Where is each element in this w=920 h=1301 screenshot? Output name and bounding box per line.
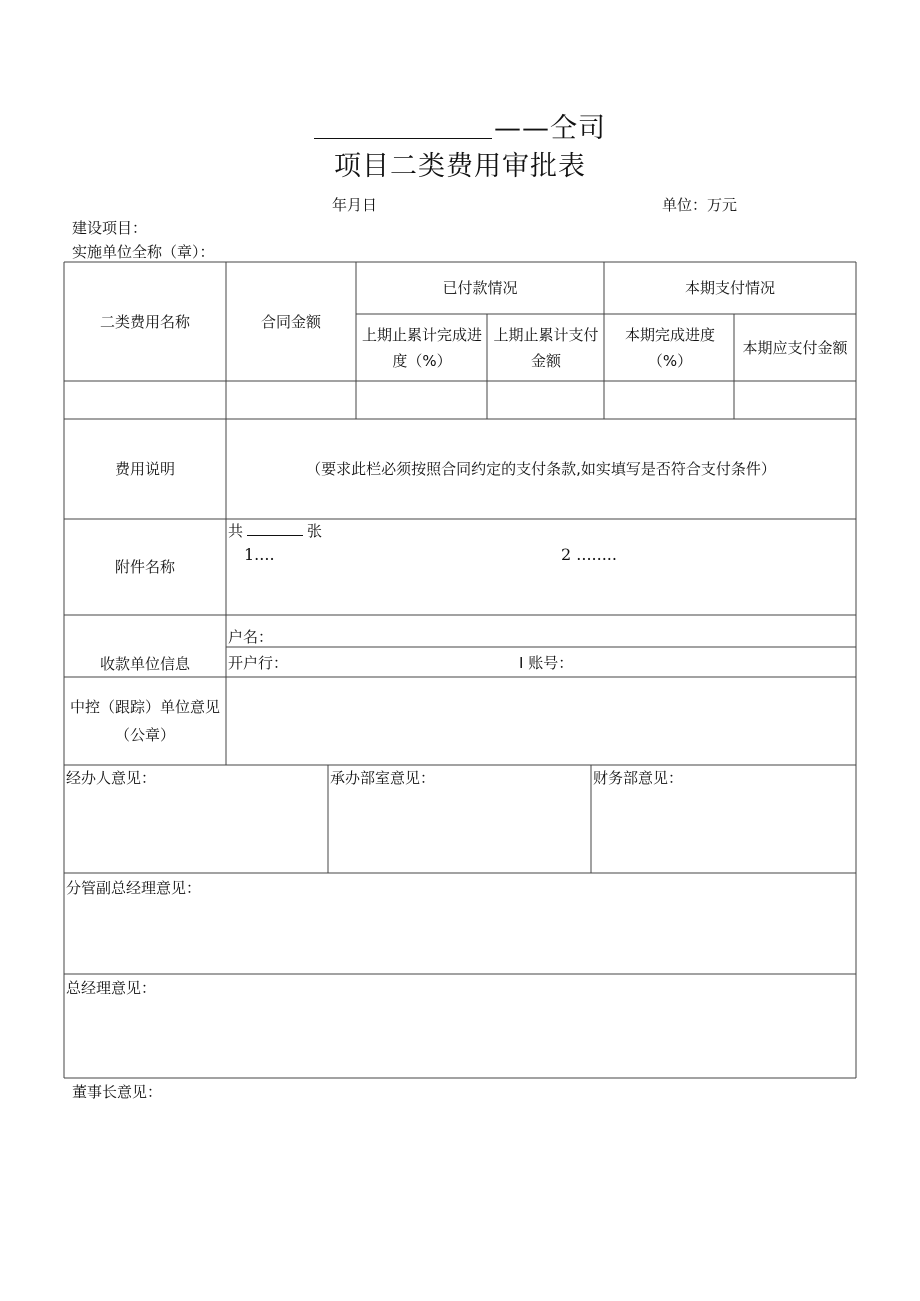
col-contract-header: 合同金额 xyxy=(260,312,321,331)
handler-opinion-label: 经办人意见： xyxy=(66,769,157,787)
paid-amount-header: 上期止累计支付金额 xyxy=(493,325,599,370)
form-title: 项目二类费用审批表 xyxy=(334,151,586,182)
department-opinion-label: 承办部室意见： xyxy=(330,769,436,787)
finance-opinion-label: 财务部意见： xyxy=(593,769,684,787)
expense-desc-label: 费用说明 xyxy=(114,460,175,478)
company-suffix: ——仝司 xyxy=(494,113,606,144)
attachments-count-blank xyxy=(247,521,303,536)
paid-amount-cell[interactable] xyxy=(487,381,604,419)
current-amount-cell[interactable] xyxy=(734,381,856,419)
fee-name-cell[interactable] xyxy=(64,381,226,419)
current-amount-header: 本期应支付金额 xyxy=(742,338,848,357)
project-label: 建设项目： xyxy=(72,219,148,237)
impl-unit-label: 实施单位全称（章）： xyxy=(72,243,215,261)
attachment-item-2[interactable]: 2 ........ xyxy=(561,545,617,564)
paid-group-header: 已付款情况 xyxy=(442,279,518,297)
supervisor-label: 中控（跟踪）单位意见（公章） xyxy=(69,698,220,744)
contract-amount-cell[interactable] xyxy=(226,381,356,419)
supervisor-opinion-field[interactable] xyxy=(226,677,856,765)
deputy-gm-opinion-label: 分管副总经理意见： xyxy=(66,879,202,897)
payee-label: 收款单位信息 xyxy=(99,654,190,673)
attachments-count-suffix: 张 xyxy=(307,522,323,540)
attachments-count-prefix: 共 xyxy=(228,522,244,540)
bank-label: 开户行： xyxy=(228,654,289,672)
chairman-opinion-label: 董事长意见： xyxy=(72,1083,163,1101)
paid-progress-header: 上期止累计完成进度（%） xyxy=(361,325,482,370)
attachment-item-1[interactable]: 1.... xyxy=(244,545,275,564)
attachments-label: 附件名称 xyxy=(114,558,175,576)
current-progress-header: 本期完成进度（%） xyxy=(624,325,715,370)
account-no-label: I 账号： xyxy=(519,654,574,672)
expense-desc-field[interactable] xyxy=(226,419,856,519)
attachments-count[interactable] xyxy=(228,520,322,541)
unit-label: 单位：万元 xyxy=(662,196,738,214)
col-name-header: 二类费用名称 xyxy=(99,312,190,331)
expense-desc-note: （要求此栏必须按照合同约定的支付条款,如实填写是否符合支付条件） xyxy=(306,460,776,478)
date-label: 年月日 xyxy=(332,196,378,214)
paid-progress-cell[interactable] xyxy=(356,381,487,419)
current-progress-cell[interactable] xyxy=(604,381,734,419)
gm-opinion-label: 总经理意见： xyxy=(66,979,157,997)
current-group-header: 本期支付情况 xyxy=(684,279,775,297)
account-name-label: 户名： xyxy=(228,628,274,646)
